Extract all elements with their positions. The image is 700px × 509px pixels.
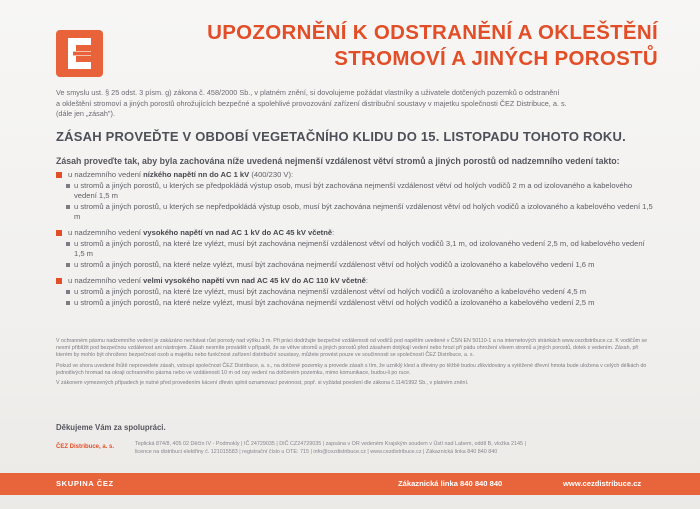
grey-square-bullet-icon [66, 205, 70, 209]
list-item: u stromů a jiných porostů, na které nelze vylézt, musí být zachována nejmenší vzdálenost větví od holých vodičů a izolovaného a kabelového vedení 1,6 m [56, 260, 656, 270]
footer-website-link[interactable]: www.cezdistribuce.cz [563, 479, 642, 488]
intro-line-3: (dále jen „zásah"). [56, 109, 115, 118]
intro-line-1: Ve smyslu ust. § 25 odst. 3 písm. g) zákona č. 458/2000 Sb., v platném znění, si dovolujeme požádat vlastníky a uživatele dotčených pozemků o odstranění [56, 88, 560, 97]
intro-line-2: a okleštění stromoví a jiných porostů ohrožujících bezpečné a spolehlivé provozování zařízení distribuční soustavy v majetku společnosti ČEZ Distribuce, a. s. [56, 98, 567, 108]
grey-square-bullet-icon [66, 184, 70, 188]
grey-square-bullet-icon [66, 242, 70, 246]
section-low-voltage [56, 170, 656, 222]
title-line-1: UPOZORNĚNÍ K ODSTRANĚNÍ A OKLEŠTĚNÍ [207, 21, 658, 44]
section-very-high-voltage [56, 276, 656, 308]
company-details [56, 441, 656, 463]
company-details-line-1: Teplická 874/8, 405 02 Děčín IV - Podmokly | IČ 24729035 | DIČ CZ24729035 | zapsána v OR vedeném Krajským soudem v Ústí nad Labem, oddíl B, vložka 2145 | [135, 441, 526, 447]
fine-print-paragraph: Pokud ve shora uvedené lhůtě neprovedete zásah, vstoupí společnost ČEZ Distribuce, a. s., na dotčené pozemky a provede zásah s tím, že uzniklý klest a dřeviny po těžbě budou zlikvidovány a vytěžené dřevní hmota bude uložena v celých délkách do jednotlivých hromad na okraji ochranného pásma nebo ve vzdálenosti 10 m od osy vedení na dotčeném pozemku, mimo komunikace, budou-li po ruce. [56, 362, 647, 376]
fine-print [56, 338, 656, 390]
fine-print-paragraph: V zákonem vymezených případech je nutné před provedením kácení dřevin splnit oznamovací povinnost, popř. si vyžádat povolení dle zákona č.114/1992 Sb., v platném znění. [56, 380, 469, 387]
footer-hotline: Zákaznická linka 840 840 840 [398, 479, 503, 488]
list-item: u stromů a jiných porostů, na které nelze vylézt, musí být zachována nejmenší vzdálenost větví od holých vodičů a izolovaného a kabelového vedení 2,5 m [56, 298, 656, 308]
red-square-bullet-icon [56, 278, 62, 284]
title-line-2: STROMOVÍ A JINÝCH POROSTŮ [334, 47, 658, 70]
intro-paragraph [56, 88, 656, 120]
section-heading: u nadzemního vedení nízkého napětí nn do AC 1 kV (400/230 V): [56, 170, 656, 180]
voltage-label: nízkého napětí nn do AC 1 kV [143, 170, 250, 179]
footer-bar [0, 473, 700, 495]
section-heading: u nadzemního vedení velmi vysokého napětí vvn nad AC 45 kV do AC 110 kV včetně: [56, 276, 656, 286]
cez-logo-icon [56, 30, 103, 77]
company-registration [135, 441, 656, 456]
section-high-voltage [56, 228, 656, 270]
voltage-label: velmi vysokého napětí vvn nad AC 45 kV do AC 110 kV včetně [143, 276, 366, 285]
distance-lead: Zásah proveďte tak, aby byla zachována níže uvedená nejmenší vzdálenost větví stromů a jiných porostů od nadzemního vedení takto: [56, 156, 620, 166]
fine-print-paragraph: V ochranném pásmu nadzemního vedení je zakázáno nechávat růst porosty nad výšku 3 m. Při práci dodržujte bezpečné vzdálenosti od vodičů pod napětím uvedené v ČSN EN 50110-1 a na internetových stránkách www.cezdistribuce.cz. K vodičům se nesmí přiblížit pod bezpečnou vzdálenost ani nástrojem. Zásah nesmíte provádět v případě, že se větve stromů a jiných porostů před zásahem dotýkají vedení nebo hrozí při pádu ohrožení vlivem stromů a jiných porostů, dotek s vedením. Zásah, při kterém by mohlo být ohroženo bezpečnost osob a majetku nebo funkčnost zařízení distribuční soustavy, můžete provést pouze ve součinnosti se společností ČEZ Distribuce, a. s. [56, 338, 648, 359]
distance-sections [56, 170, 656, 314]
section-heading: u nadzemního vedení vysokého napětí vn nad AC 1 kV do AC 45 kV včetně: [56, 228, 656, 238]
list-item: u stromů a jiných porostů, na které lze vylézt, musí být zachována nejmenší vzdálenost větví od holých vodičů a izolovaného a kabelového vedení 4,5 m [56, 287, 656, 297]
red-square-bullet-icon [56, 230, 62, 236]
deadline-headline: ZÁSAH PROVEĎTE V OBDOBÍ VEGETAČNÍHO KLIDU DO 15. LISTOPADU TOHOTO ROKU. [56, 129, 626, 144]
list-item: u stromů a jiných porostů, u kterých se předpokládá výstup osob, musí být zachována nejmenší vzdálenost větví od holých vodičů 2 m a od izolovaného a kabelového vedení 1,5 m [56, 181, 656, 201]
voltage-label: vysokého napětí vn nad AC 1 kV do AC 45 kV včetně [143, 228, 333, 237]
grey-square-bullet-icon [66, 301, 70, 305]
grey-square-bullet-icon [66, 263, 70, 267]
thanks-text: Děkujeme Vám za spolupráci. [56, 423, 166, 432]
cez-logo-mark [56, 30, 103, 77]
list-item: u stromů a jiných porostů, na které lze vylézt, musí být zachována nejmenší vzdálenost větví od holých vodičů 3,1 m, od izolovaného vedení 2,5 m, od kabelového vedení 1,5 m [56, 239, 656, 259]
red-square-bullet-icon [56, 172, 62, 178]
notice-title [200, 20, 658, 72]
grey-square-bullet-icon [66, 290, 70, 294]
company-name: ČEZ Distribuce, a. s. [56, 444, 115, 450]
footer-group-label: SKUPINA ČEZ [56, 479, 114, 488]
list-item: u stromů a jiných porostů, u kterých se nepředpokládá výstup osob, musí být zachována nejmenší vzdálenost větví od holých vodičů a izolovaného a kabelového vedení 1,5 m [56, 202, 656, 222]
company-details-line-2: licence na distribuci elektřiny č. 121015583 | registrační číslo u OTE: 715 | info@cezdistribuce.cz | www.cezdistribuce.cz | Zákaznická linka 840 840 840 [135, 448, 498, 455]
